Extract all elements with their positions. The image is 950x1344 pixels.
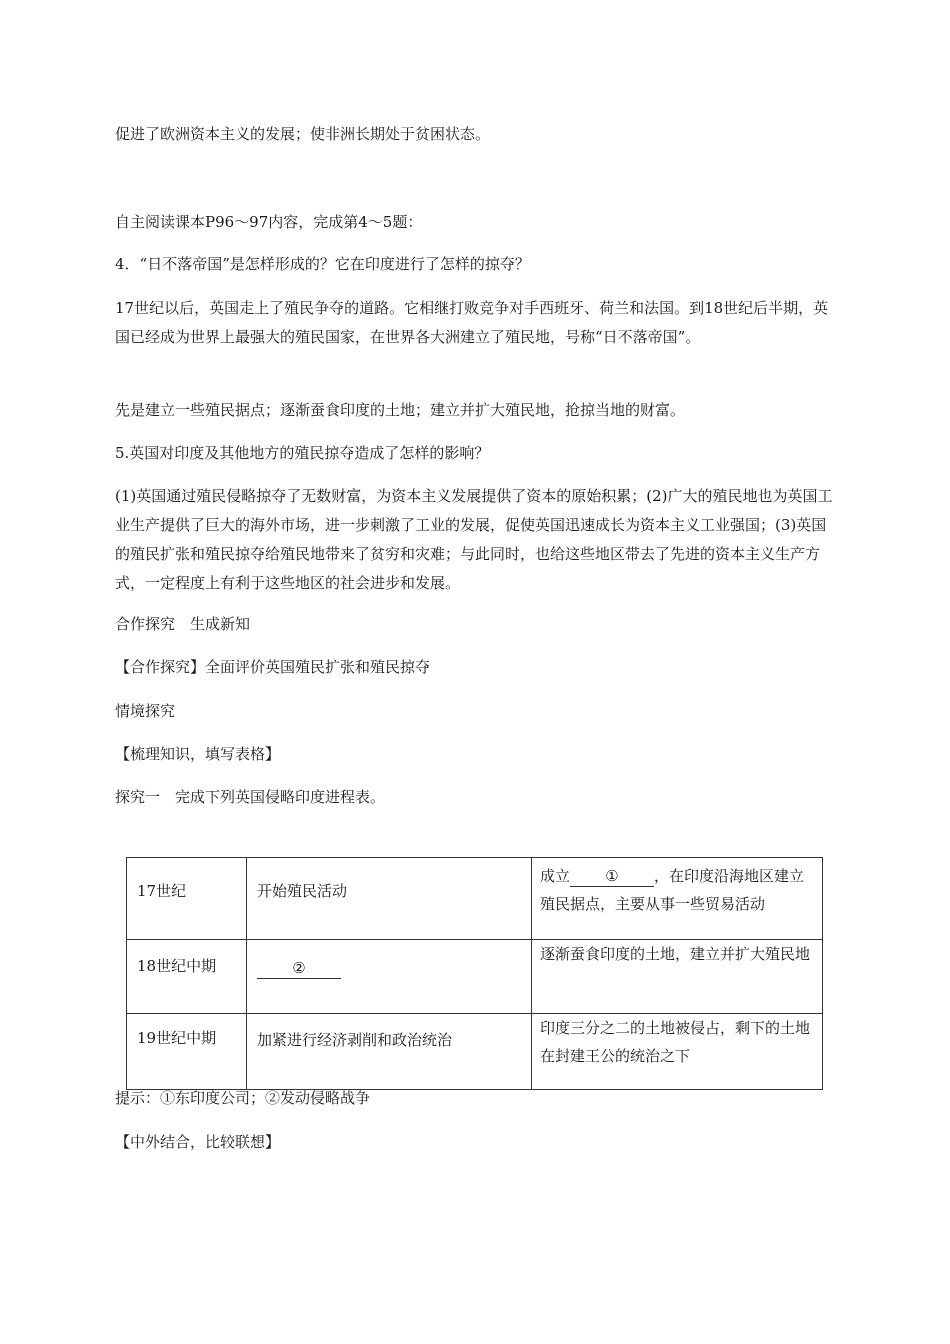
question-4: 4．“日不落帝国”是怎样形成的？它在印度进行了怎样的掠夺？ [115, 255, 530, 273]
detail-prefix: 成立 [540, 867, 571, 885]
section-heading-fill-table: 【梳理知识，填写表格】 [115, 745, 281, 763]
paragraph-africa-impact: 促进了欧洲资本主义的发展；使非洲长期处于贫困状态。 [115, 125, 491, 143]
table-cell-period: 19世纪中期 [127, 1014, 247, 1089]
answer-5: (1)英国通过殖民侵略掠夺了无数财富，为资本主义发展提供了资本的原始积累；(2)广大的殖民地也为英国工业生产提供了巨大的海外市场，进一步刺激了工业的发展，促使英国迅速成长为资本主义工业强国；(3)英国的殖民扩张和殖民掠夺给殖民地带来了贫穷和灾难；与此同时，也给这些地区带去了先进的资本主义生产方式，一定程度上有利于这些地区的社会进步和发展。 [115, 487, 833, 592]
table-cell-action: 开始殖民活动 [247, 858, 532, 939]
table-row [127, 940, 822, 1014]
table-cell-detail: 逐渐蚕食印度的土地，建立并扩大殖民地 [540, 945, 811, 963]
table-cell-period: 18世纪中期 [127, 940, 247, 1013]
invasion-progress-table [126, 857, 823, 1090]
table-cell-detail [532, 858, 822, 939]
paragraph-reading-instruction: 自主阅读课本P96～97内容，完成第4～5题： [115, 213, 423, 231]
table-cell-action: 加紧进行经济剥削和政治统治 [247, 1014, 532, 1089]
section-heading-scenario: 情境探究 [115, 702, 176, 720]
fill-in-blank-1: ① [570, 866, 654, 887]
table-cell-period: 17世纪 [127, 858, 247, 939]
section-heading-cooperation: 合作探究 生成新知 [115, 615, 251, 633]
exploration-one-instruction: 探究一 完成下列英国侵略印度进程表。 [115, 788, 386, 806]
table-row [127, 858, 822, 940]
answer-4-part2: 先是建立一些殖民据点；逐渐蚕食印度的土地；建立并扩大殖民地，抢掠当地的财富。 [115, 401, 686, 419]
table-cell-action [247, 940, 532, 1013]
section-heading-evaluate: 【合作探究】全面评价英国殖民扩张和殖民掠夺 [115, 658, 431, 676]
answer-4-part1: 17世纪以后，英国走上了殖民争夺的道路。它相继打败竞争对手西班牙、荷兰和法国。到18世纪后半期，英国已经成为世界上最强大的殖民国家，在世界各大洲建立了殖民地，号称“日不落帝国”。 [115, 299, 829, 346]
table-row [127, 1014, 822, 1089]
detail-suffix: ，在印度沿海地区建立殖民据点，主要从事一些贸易活动 [540, 867, 805, 913]
fill-in-blank-2: ② [257, 958, 341, 979]
question-5: 5.英国对印度及其他地方的殖民掠夺造成了怎样的影响？ [115, 444, 490, 462]
section-heading-compare: 【中外结合，比较联想】 [115, 1133, 281, 1151]
table-cell-detail: 印度三分之二的土地被侵占，剩下的土地在封建王公的统治之下 [540, 1019, 811, 1065]
hint-answers: 提示：①东印度公司；②发动侵略战争 [115, 1089, 371, 1107]
